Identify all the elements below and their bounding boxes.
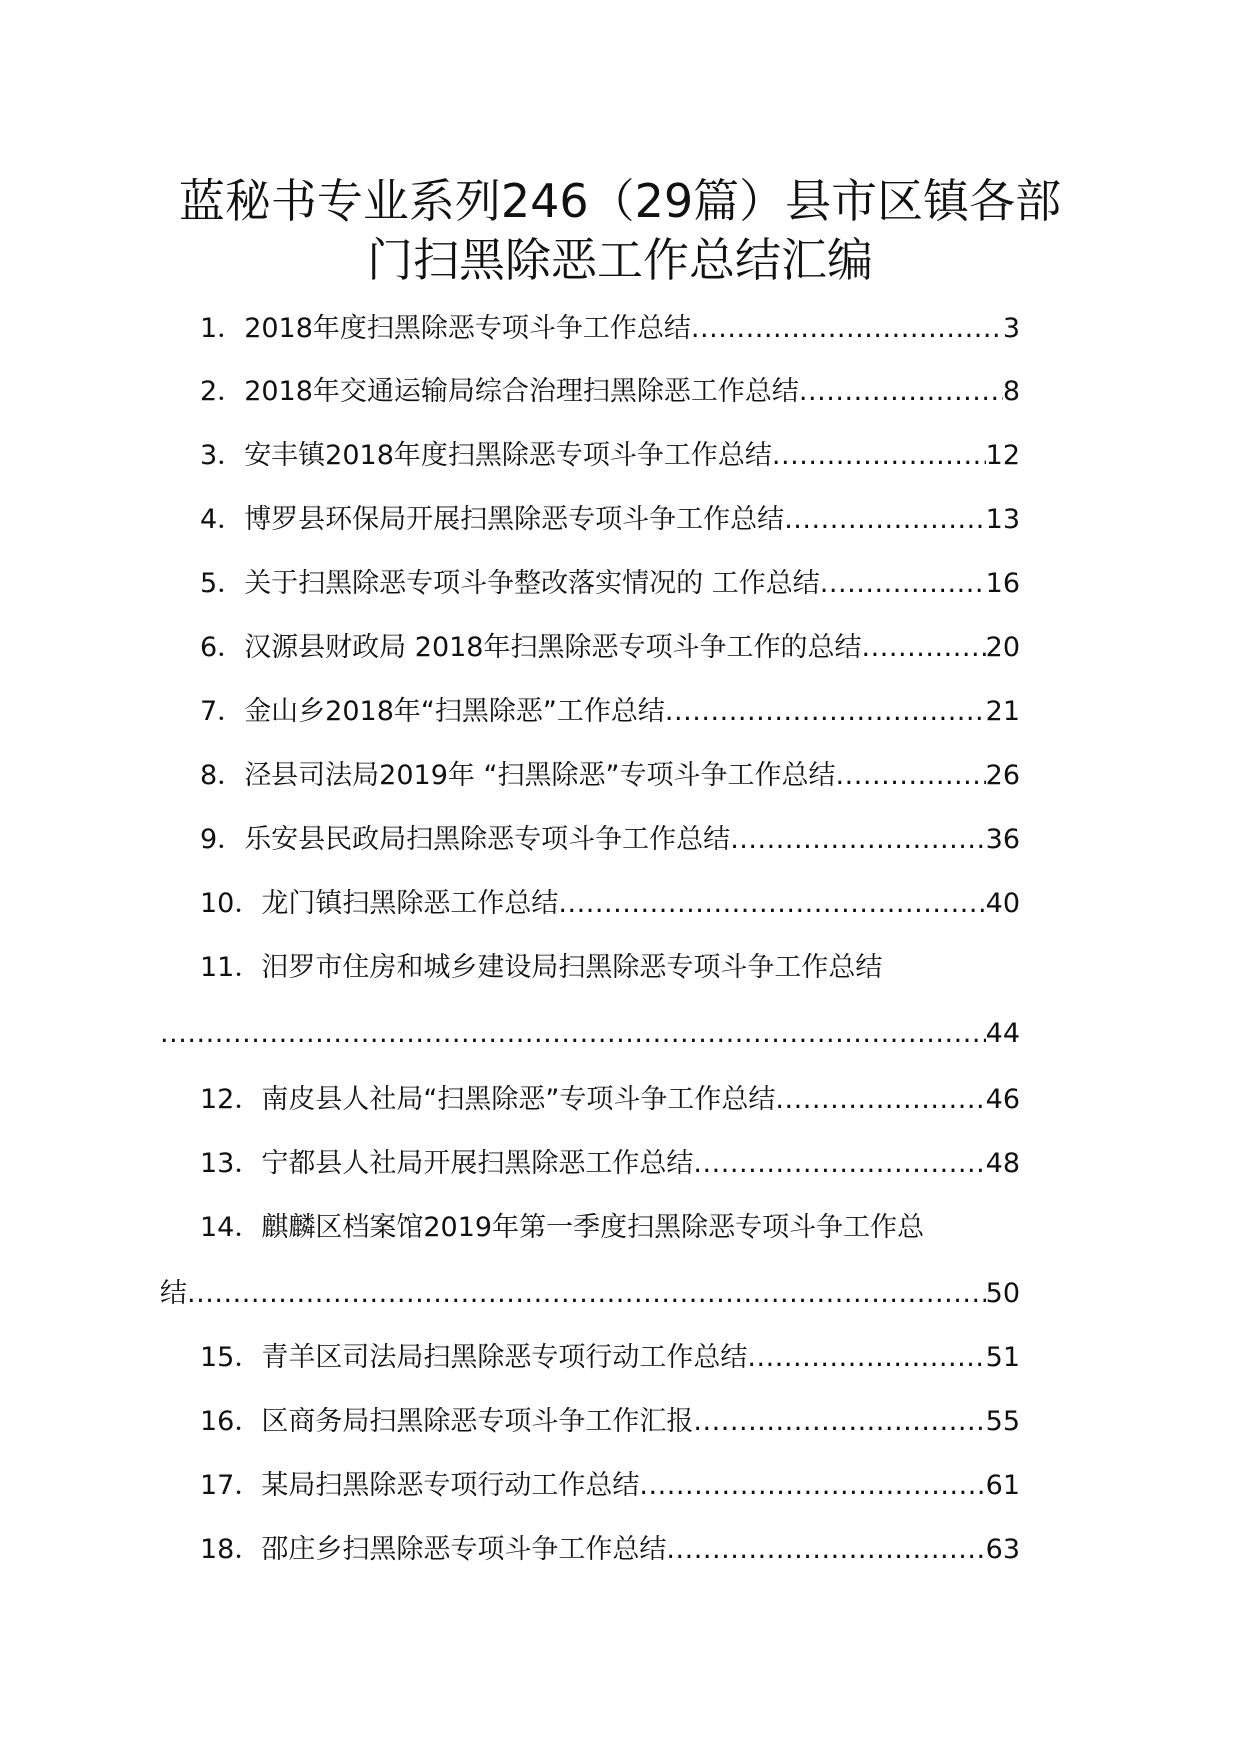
toc-dot-leader	[665, 694, 986, 729]
toc-entry-number: 15．	[200, 1342, 262, 1373]
toc-dot-leader	[799, 374, 1003, 409]
toc-entry[interactable]	[200, 950, 1020, 985]
toc-page-number: 61	[985, 1470, 1020, 1501]
toc-entry[interactable]	[200, 822, 1020, 857]
toc-entry[interactable]	[200, 630, 1020, 665]
toc-page-number: 51	[985, 1342, 1020, 1373]
toc-entry[interactable]	[200, 1532, 1020, 1567]
toc-page-number: 20	[985, 632, 1020, 663]
toc-entry-continuation[interactable]	[160, 1276, 1020, 1311]
toc-page-number: 50	[985, 1278, 1020, 1309]
toc-page-number: 13	[985, 504, 1020, 535]
toc-page-number: 46	[985, 1084, 1020, 1115]
toc-entry-number: 17．	[200, 1470, 262, 1501]
toc-entry-title: 区商务局扫黑除恶专项斗争工作汇报	[261, 1406, 694, 1437]
toc-entry-title: 宁都县人社局开展扫黑除恶工作总结	[261, 1148, 694, 1179]
toc-entry-title: 某局扫黑除恶专项行动工作总结	[261, 1470, 640, 1501]
toc-page-number: 40	[985, 888, 1020, 919]
toc-entry-title: 龙门镇扫黑除恶工作总结	[261, 888, 559, 919]
toc-entry-number: 3．	[200, 440, 245, 471]
toc-entry[interactable]	[200, 886, 1020, 921]
toc-entry-title: 乐安县民政局扫黑除恶专项斗争工作总结	[244, 824, 731, 855]
toc-entry-number: 4．	[200, 504, 245, 535]
toc-entry-title: 金山乡2018年“扫黑除恶”工作总结	[244, 696, 665, 727]
toc-entry[interactable]	[200, 1404, 1020, 1439]
toc-dot-leader	[187, 1276, 986, 1311]
toc-entry-title: 2018年交通运输局综合治理扫黑除恶工作总结	[244, 376, 799, 407]
toc-entry-title: 青羊区司法局扫黑除恶专项行动工作总结	[261, 1342, 748, 1373]
toc-page-number: 21	[985, 696, 1020, 727]
toc-entry-number: 6．	[200, 632, 245, 663]
toc-entry[interactable]	[200, 1210, 1020, 1245]
toc-entry-number: 7．	[200, 696, 245, 727]
toc-dot-leader	[693, 1404, 985, 1439]
toc-dot-leader	[784, 502, 985, 537]
toc-entry-title-continued: 结	[160, 1278, 187, 1309]
toc-entry-number: 16．	[200, 1406, 262, 1437]
toc-dot-leader	[835, 758, 985, 793]
toc-entry-number: 5．	[200, 568, 245, 599]
toc-entry-number: 10．	[200, 888, 262, 919]
toc-page-number: 3	[1002, 313, 1020, 344]
toc-entry[interactable]	[200, 311, 1020, 346]
toc-page-number: 48	[985, 1148, 1020, 1179]
toc-page-number: 12	[985, 440, 1020, 471]
toc-entry[interactable]	[200, 438, 1020, 473]
toc-dot-leader	[775, 1082, 985, 1117]
toc-dot-leader	[730, 822, 985, 857]
title-line-1: 蓝秘书专业系列246（29篇）县市区镇各部	[178, 174, 1062, 228]
toc-page-number: 44	[985, 1018, 1020, 1049]
toc-page-number: 55	[985, 1406, 1020, 1437]
toc-dot-leader	[820, 566, 986, 601]
toc-page-number: 63	[985, 1534, 1020, 1565]
toc-entry-title: 麒麟区档案馆2019年第一季度扫黑除恶专项斗争工作总	[261, 1212, 925, 1243]
toc-entry-number: 13．	[200, 1148, 262, 1179]
toc-entry-title: 安丰镇2018年度扫黑除恶专项斗争工作总结	[244, 440, 772, 471]
toc-entry[interactable]	[200, 1468, 1020, 1503]
toc-entry-number: 2．	[200, 376, 245, 407]
toc-entry-title: 泾县司法局2019年 “扫黑除恶”专项斗争工作总结	[244, 760, 836, 791]
toc-entry-number: 18．	[200, 1534, 262, 1565]
toc-entry-title: 汉源县财政局 2018年扫黑除恶专项斗争工作的总结	[244, 632, 862, 663]
toc-entry-title: 邵庄乡扫黑除恶专项斗争工作总结	[261, 1534, 667, 1565]
toc-entry[interactable]	[200, 1340, 1020, 1375]
toc-entry-title: 博罗县环保局开展扫黑除恶专项斗争工作总结	[244, 504, 785, 535]
toc-entry-number: 12．	[200, 1084, 262, 1115]
toc-dot-leader	[639, 1468, 985, 1503]
toc-page-number: 16	[985, 568, 1020, 599]
toc-dot-leader	[666, 1532, 985, 1567]
toc-entry-number: 8．	[200, 760, 245, 791]
toc-entry[interactable]	[200, 374, 1020, 409]
toc-dot-leader	[772, 438, 986, 473]
toc-entry-continuation[interactable]	[160, 1016, 1020, 1051]
toc-entry-number: 11．	[200, 952, 262, 983]
toc-dot-leader	[160, 1016, 986, 1051]
toc-entry-title: 汨罗市住房和城乡建设局扫黑除恶专项斗争工作总结	[261, 952, 883, 983]
toc-dot-leader	[691, 311, 1003, 346]
toc-page-number: 26	[985, 760, 1020, 791]
toc-entry[interactable]	[200, 1146, 1020, 1181]
toc-page-number: 8	[1002, 376, 1020, 407]
toc-entry-title: 南皮县人社局“扫黑除恶”专项斗争工作总结	[261, 1084, 776, 1115]
toc-entry-number: 9．	[200, 824, 245, 855]
toc-dot-leader	[747, 1340, 985, 1375]
toc-entry[interactable]	[200, 502, 1020, 537]
toc-entry[interactable]	[200, 694, 1020, 729]
toc-entry-number: 14．	[200, 1212, 262, 1243]
toc-page-number: 36	[985, 824, 1020, 855]
toc-entry-title: 关于扫黑除恶专项斗争整改落实情况的 工作总结	[244, 568, 820, 599]
title-line-2: 门扫黑除恶工作总结汇编	[367, 233, 873, 287]
toc-dot-leader	[558, 886, 985, 921]
toc-entry-title: 2018年度扫黑除恶专项斗争工作总结	[244, 313, 691, 344]
toc-entry-number: 1．	[200, 313, 245, 344]
toc-entry[interactable]	[200, 1082, 1020, 1117]
toc-entry[interactable]	[200, 566, 1020, 601]
toc-entry[interactable]	[200, 758, 1020, 793]
toc-dot-leader	[861, 630, 985, 665]
toc-dot-leader	[693, 1146, 985, 1181]
